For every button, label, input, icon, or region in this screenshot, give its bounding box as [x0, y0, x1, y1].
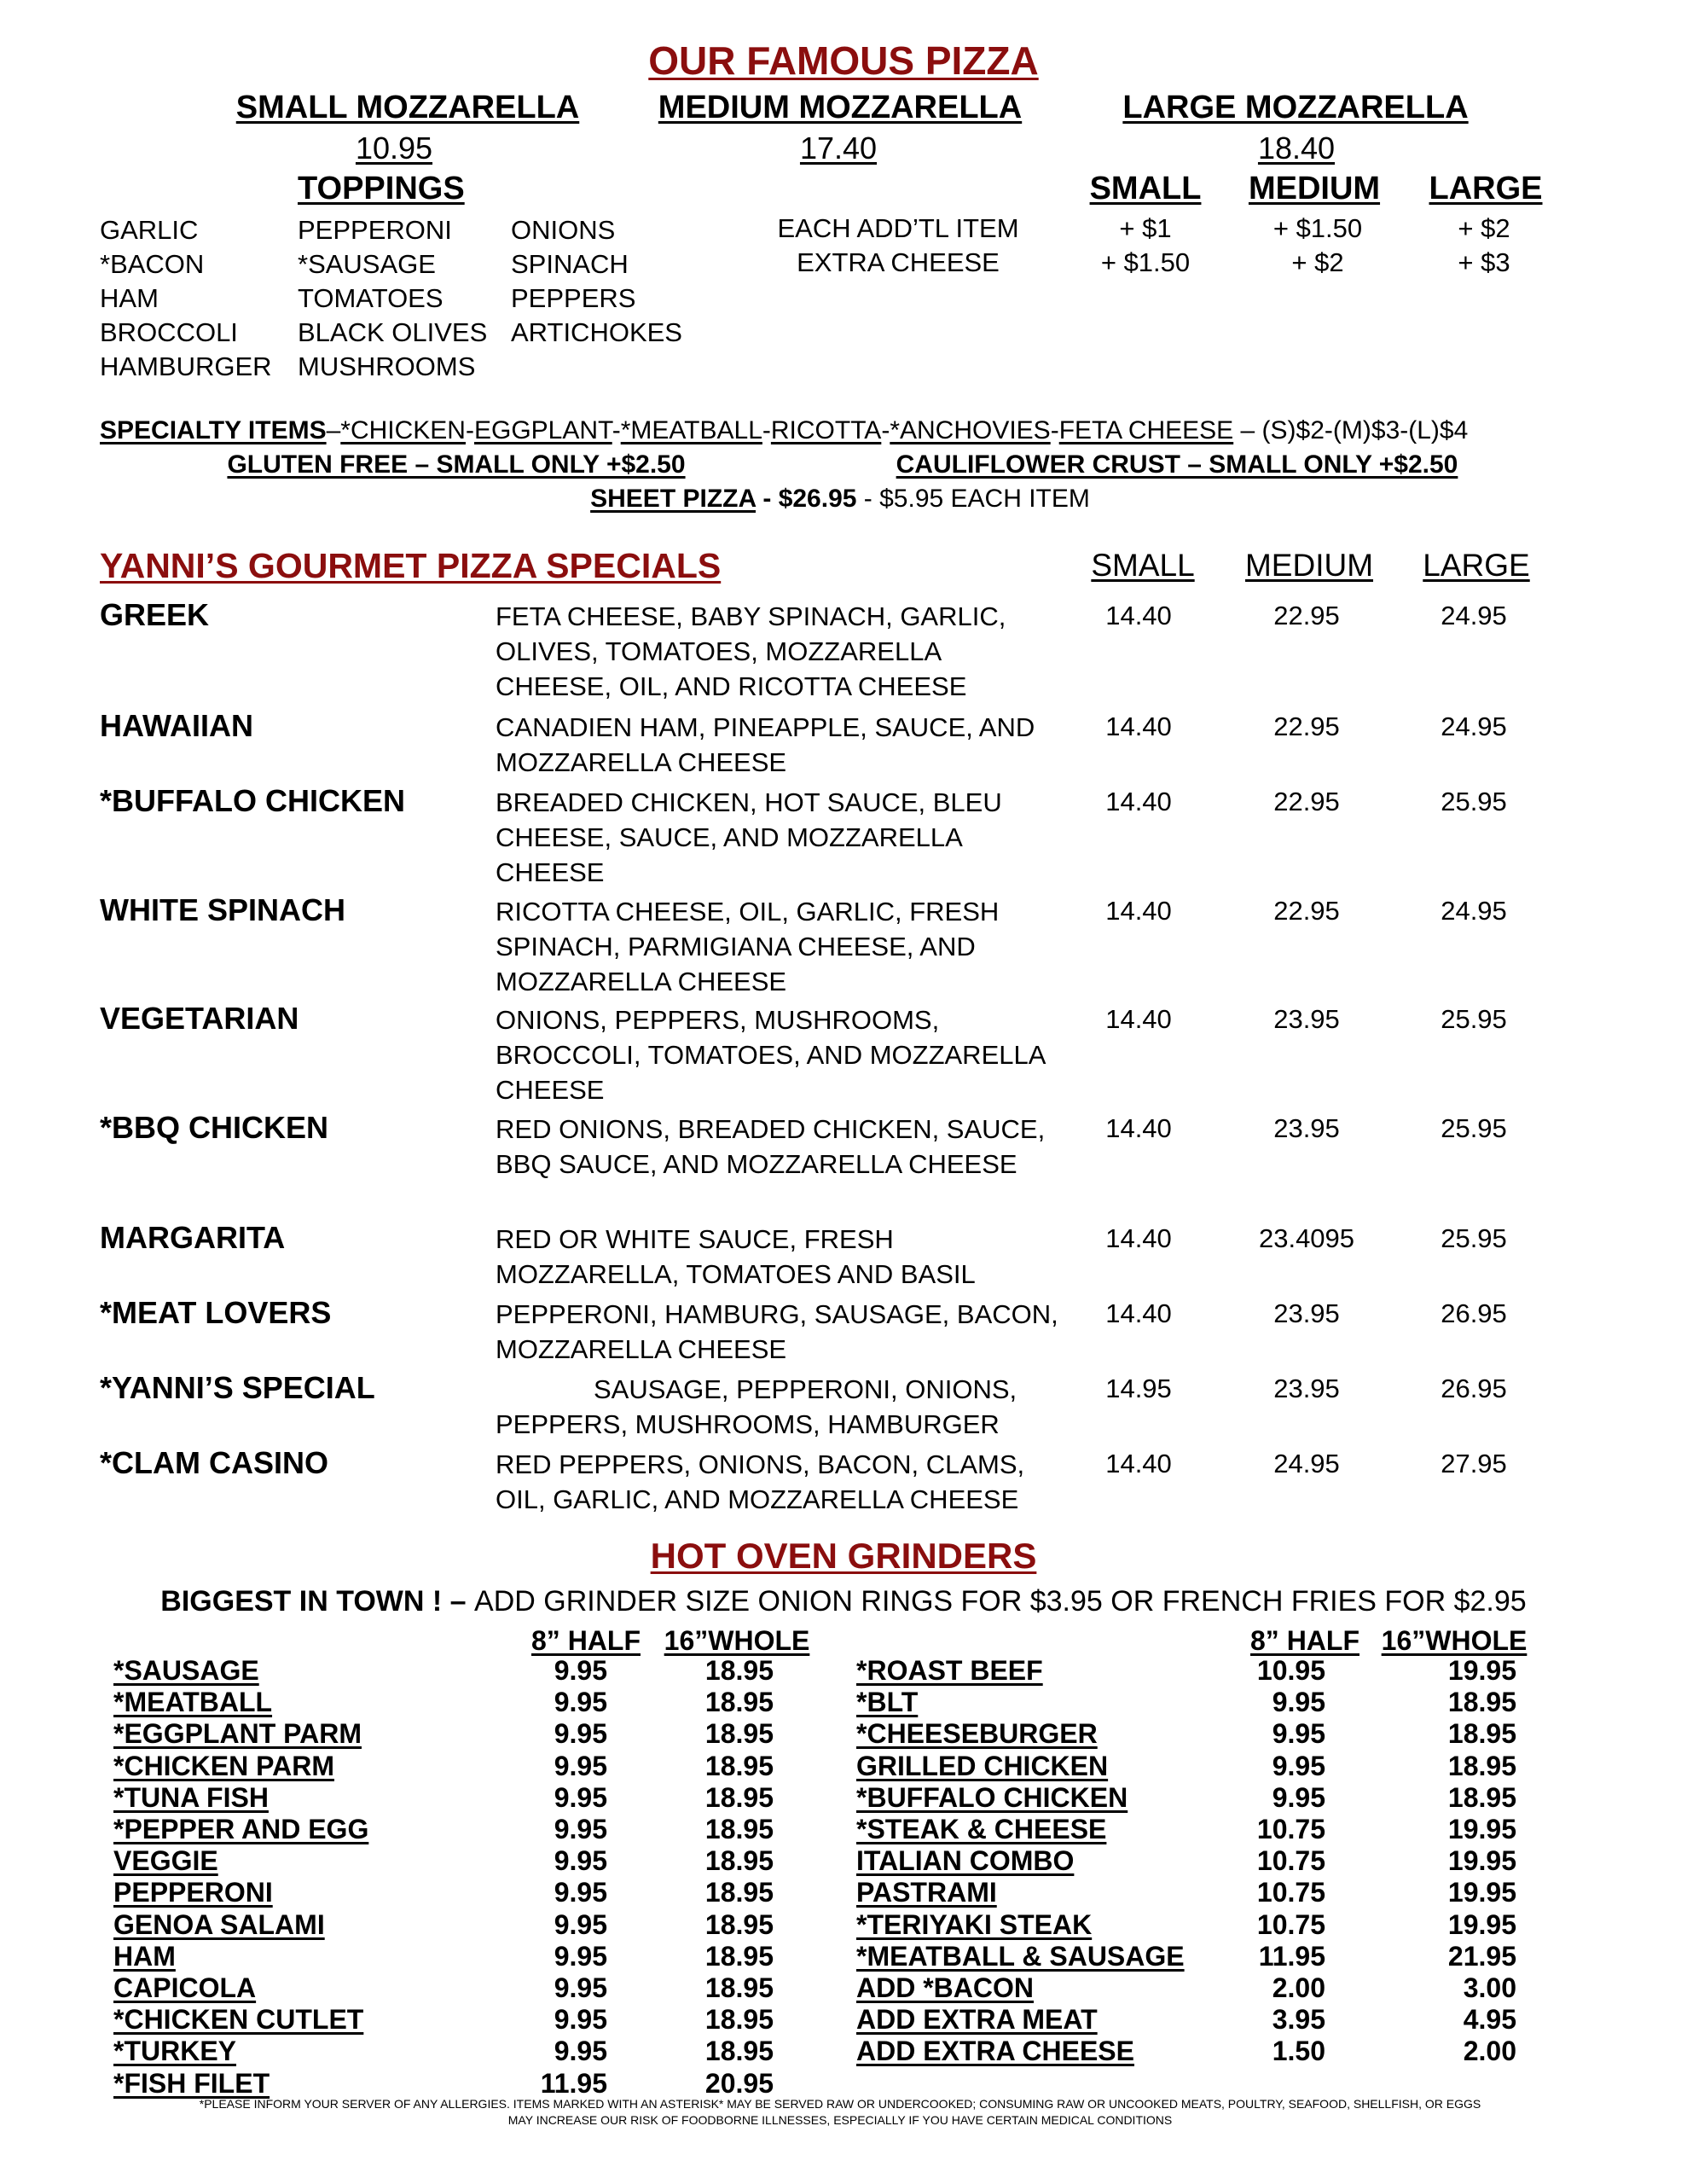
specialty-item: RICOTTA [770, 416, 882, 444]
gourmet-price-medium: 24.95 [1273, 1449, 1340, 1478]
grinder-item-name: ITALIAN COMBO [856, 1845, 1075, 1876]
extra-price: + $1 [1119, 213, 1172, 243]
grinder-price-whole: 18.95 [704, 1687, 774, 1717]
grinder-price-whole: 18.95 [704, 1782, 774, 1813]
grinder-price-whole: 18.95 [704, 1814, 774, 1844]
gourmet-title: YANNI’S GOURMET PIZZA SPECIALS [100, 546, 722, 585]
grinder-header-whole-left: 16”WHOLE [664, 1625, 810, 1656]
grinder-item-name: *STEAK & CHEESE [856, 1814, 1107, 1844]
grinder-price-whole: 4.95 [1463, 2004, 1516, 2035]
grinder-price-half: 3.95 [1272, 2004, 1325, 2035]
extra-price: + $2 [1291, 247, 1344, 277]
grinder-price-half: 11.95 [1258, 1941, 1325, 1972]
gourmet-price-medium: 23.95 [1273, 1298, 1340, 1328]
gourmet-header-small: SMALL [1091, 548, 1195, 583]
grinder-item-name: *CHEESEBURGER [856, 1718, 1098, 1749]
gourmet-price-large: 25.95 [1441, 787, 1507, 816]
grinder-price-half: 9.95 [1272, 1751, 1325, 1781]
grinder-price-half: 9.95 [554, 1941, 607, 1972]
grinder-price-half: 2.00 [1272, 1972, 1325, 2003]
specialty-item: *ANCHOVIES [890, 416, 1051, 444]
grinder-item-name: *SAUSAGE [113, 1655, 259, 1686]
topping-item: HAM [100, 283, 159, 313]
grinder-item-name: *CHICKEN CUTLET [113, 2004, 364, 2035]
grinder-item-name: *FISH FILET [113, 2068, 270, 2099]
specialty-prices: – (S)$2-(M)$3-(L)$4 [1233, 416, 1469, 444]
grinder-price-whole: 18.95 [704, 1909, 774, 1940]
gourmet-item-name: GREEK [100, 597, 210, 632]
toppings-column-2 [298, 213, 487, 384]
grinder-item-name: VEGGIE [113, 1845, 218, 1876]
gourmet-item-description: PEPPERONI, HAMBURG, SAUSAGE, BACON, MOZZARELLA CHEESE [496, 1299, 1058, 1364]
topping-item: ARTICHOKES [511, 317, 682, 347]
extras-header-small: SMALL [1089, 171, 1202, 206]
allergy-disclaimer-line-2: MAY INCREASE OUR RISK OF FOODBORNE ILLNESSES, ESPECIALLY IF YOU HAVE CERTAIN MEDICAL CONDITIONS [507, 2113, 1173, 2127]
gourmet-item-description: ONIONS, PEPPERS, MUSHROOMS, BROCCOLI, TOMATOES, AND MOZZARELLA CHEESE [496, 1005, 1045, 1105]
grinder-price-whole: 18.95 [704, 1972, 774, 2003]
grinder-price-whole: 18.95 [704, 1845, 774, 1876]
grinder-price-whole: 2.00 [1463, 2036, 1516, 2066]
size-label-small: SMALL MOZZARELLA [235, 90, 580, 125]
gourmet-price-small: 14.40 [1105, 1113, 1172, 1143]
grinder-price-whole: 19.95 [1447, 1909, 1516, 1940]
gourmet-price-small: 14.40 [1105, 1223, 1172, 1253]
size-label-medium: MEDIUM MOZZARELLA [658, 90, 1023, 125]
grinder-price-half: 9.95 [1272, 1782, 1325, 1813]
grinder-price-half: 9.95 [554, 1845, 607, 1876]
grinder-price-half: 10.75 [1256, 1877, 1325, 1908]
gourmet-price-small: 14.40 [1105, 1298, 1172, 1328]
extra-label-extra-cheese: EXTRA CHEESE [797, 247, 1000, 277]
grinder-price-whole: 19.95 [1447, 1877, 1516, 1908]
grinder-price-half: 9.95 [554, 2036, 607, 2066]
cauliflower-crust-note: CAULIFLOWER CRUST – SMALL ONLY +$2.50 [896, 450, 1458, 479]
gourmet-item-name: *CLAM CASINO [100, 1445, 328, 1480]
topping-item: *BACON [100, 249, 205, 279]
famous-pizza-title: OUR FAMOUS PIZZA [648, 38, 1039, 83]
grinder-item-name: PEPPERONI [113, 1877, 273, 1908]
gourmet-price-small: 14.40 [1105, 601, 1172, 630]
gourmet-price-medium: 23.95 [1273, 1004, 1340, 1034]
grinder-item-name: *CHICKEN PARM [113, 1751, 334, 1781]
gourmet-price-small: 14.40 [1105, 712, 1172, 741]
grinders-tagline-text: ADD GRINDER SIZE ONION RINGS FOR $3.95 OR FRENCH FRIES FOR $2.95 [474, 1585, 1527, 1618]
grinder-price-half: 9.95 [554, 1782, 607, 1813]
price-large-mozzarella: 18.40 [1257, 131, 1336, 166]
gourmet-price-medium: 23.95 [1273, 1374, 1340, 1403]
gourmet-item-description: RED ONIONS, BREADED CHICKEN, SAUCE, BBQ SAUCE, AND MOZZARELLA CHEESE [496, 1114, 1046, 1179]
gourmet-price-small: 14.40 [1105, 896, 1172, 926]
grinders-title: HOT OVEN GRINDERS [650, 1536, 1037, 1576]
gourmet-price-large: 24.95 [1441, 896, 1507, 926]
grinder-price-half: 9.95 [554, 1909, 607, 1940]
grinders-tagline-bold: BIGGEST IN TOWN ! – [160, 1585, 475, 1618]
specialty-item: *MEATBALL [620, 416, 762, 444]
allergy-disclaimer-line-1: *PLEASE INFORM YOUR SERVER OF ANY ALLERGIES. ITEMS MARKED WITH AN ASTERISK* MAY BE SERVED RAW OR UNDERCOOKED; CONSUMING RAW OR UNCOOKED MEATS, POULTRY, SEAFOOD, SHELLFISH, OR EGGS [199, 2097, 1481, 2111]
price-medium-mozzarella: 17.40 [799, 131, 878, 166]
gourmet-price-large: 27.95 [1441, 1449, 1507, 1478]
extra-price: + $3 [1458, 247, 1510, 277]
grinder-item-name: HAM [113, 1941, 176, 1972]
grinder-item-name: *TERIYAKI STEAK [856, 1909, 1093, 1940]
gourmet-item-name: *MEAT LOVERS [100, 1295, 332, 1330]
grinder-price-whole: 18.95 [704, 2036, 774, 2066]
grinders-tagline [160, 1585, 1526, 1618]
grinder-item-name: *EGGPLANT PARM [113, 1718, 362, 1749]
topping-item: TOMATOES [298, 283, 443, 313]
gourmet-item-description: FETA CHEESE, BABY SPINACH, GARLIC, OLIVES, TOMATOES, MOZZARELLA CHEESE, OIL, AND RICOTTA CHEESE [496, 601, 1006, 701]
grinder-price-whole: 19.95 [1447, 1814, 1516, 1844]
topping-item: GARLIC [100, 215, 199, 245]
grinder-price-half: 9.95 [554, 1972, 607, 2003]
grinder-item-name: ADD EXTRA CHEESE [856, 2036, 1134, 2066]
toppings-column-1 [100, 213, 272, 384]
gourmet-item-name: *BBQ CHICKEN [100, 1110, 329, 1145]
topping-item: *SAUSAGE [298, 249, 436, 279]
topping-item: PEPPERS [511, 283, 636, 313]
gourmet-price-large: 24.95 [1441, 601, 1507, 630]
gourmet-item-name: *YANNI’S SPECIAL [100, 1370, 375, 1405]
topping-item: BLACK OLIVES [298, 317, 488, 347]
topping-item: HAMBURGER [100, 351, 272, 381]
gourmet-item-name: WHITE SPINACH [100, 892, 345, 927]
sheet-pizza-label: SHEET PIZZA [590, 485, 757, 513]
gluten-free-note: GLUTEN FREE – SMALL ONLY +$2.50 [227, 450, 686, 479]
toppings-column-3 [511, 213, 682, 350]
gourmet-price-medium: 23.95 [1273, 1113, 1340, 1143]
gourmet-price-medium: 22.95 [1273, 601, 1340, 630]
grinder-price-whole: 18.95 [704, 1751, 774, 1781]
gourmet-price-large: 26.95 [1441, 1374, 1507, 1403]
specialty-sep: – [326, 416, 341, 444]
grinder-price-whole: 18.95 [704, 2004, 774, 2035]
grinder-price-whole: 18.95 [704, 1877, 774, 1908]
grinder-item-name: *ROAST BEEF [856, 1655, 1043, 1686]
sheet-pizza-extra: - $5.95 EACH ITEM [856, 485, 1090, 513]
topping-item: BROCCOLI [100, 317, 238, 347]
grinder-price-half: 9.95 [1272, 1687, 1325, 1717]
topping-item: SPINACH [511, 249, 629, 279]
gourmet-price-medium: 23.4095 [1258, 1223, 1355, 1253]
gourmet-price-large: 24.95 [1441, 712, 1507, 741]
extras-header-large: LARGE [1429, 171, 1543, 206]
grinder-header-half-right: 8” HALF [1250, 1625, 1359, 1656]
gourmet-price-large: 25.95 [1441, 1004, 1507, 1034]
grinder-price-half: 9.95 [554, 1655, 607, 1686]
grinder-price-half: 9.95 [554, 1687, 607, 1717]
topping-item: MUSHROOMS [298, 351, 476, 381]
gourmet-header-medium: MEDIUM [1244, 548, 1374, 583]
topping-item: ONIONS [511, 215, 616, 245]
grinder-price-half: 9.95 [554, 1814, 607, 1844]
gourmet-item-description: RICOTTA CHEESE, OIL, GARLIC, FRESH SPINACH, PARMIGIANA CHEESE, AND MOZZARELLA CHEESE [496, 897, 1000, 996]
grinder-price-half: 9.95 [1272, 1718, 1325, 1749]
grinder-price-whole: 19.95 [1447, 1655, 1516, 1686]
specialty-label: SPECIALTY ITEMS [100, 416, 327, 444]
gourmet-item-name: MARGARITA [100, 1220, 286, 1255]
specialty-item: FETA CHEESE [1058, 416, 1234, 444]
sheet-pizza-price: - $26.95 [756, 485, 857, 513]
extra-price: + $2 [1458, 213, 1510, 243]
toppings-heading: TOPPINGS [298, 171, 465, 206]
grinder-item-name: PASTRAMI [856, 1877, 997, 1908]
gourmet-item-name: VEGETARIAN [100, 1001, 299, 1036]
grinder-price-half: 10.75 [1256, 1814, 1325, 1844]
specialty-item: EGGPLANT [473, 416, 612, 444]
grinder-price-whole: 18.95 [1447, 1687, 1516, 1717]
gourmet-price-large: 25.95 [1441, 1113, 1507, 1143]
gourmet-price-medium: 22.95 [1273, 896, 1340, 926]
extra-price: + $1.50 [1272, 213, 1363, 243]
specialty-item: *CHICKEN [340, 416, 466, 444]
grinder-item-name: CAPICOLA [113, 1972, 257, 2003]
grinder-price-whole: 18.95 [1447, 1782, 1516, 1813]
grinder-price-whole: 18.95 [1447, 1718, 1516, 1749]
gourmet-item-description: BREADED CHICKEN, HOT SAUCE, BLEU CHEESE, SAUCE, AND MOZZARELLA CHEESE [496, 787, 1002, 887]
grinder-price-whole: 20.95 [704, 2068, 774, 2099]
extras-header-medium: MEDIUM [1248, 171, 1381, 206]
grinder-price-half: 9.95 [554, 1718, 607, 1749]
gourmet-item-name: *BUFFALO CHICKEN [100, 783, 405, 818]
gourmet-price-small: 14.40 [1105, 1449, 1172, 1478]
gourmet-price-medium: 22.95 [1273, 712, 1340, 741]
grinder-item-name: *BLT [856, 1687, 919, 1717]
gourmet-price-small: 14.95 [1105, 1374, 1172, 1403]
gourmet-price-medium: 22.95 [1273, 787, 1340, 816]
grinder-item-name: ADD *BACON [856, 1972, 1034, 2003]
gourmet-price-large: 25.95 [1441, 1223, 1507, 1253]
price-small-mozzarella: 10.95 [355, 131, 433, 166]
grinder-price-whole: 19.95 [1447, 1845, 1516, 1876]
topping-item: PEPPERONI [298, 215, 452, 245]
gourmet-price-large: 26.95 [1441, 1298, 1507, 1328]
grinder-item-name: GRILLED CHICKEN [856, 1751, 1109, 1781]
grinder-item-name: GENOA SALAMI [113, 1909, 325, 1940]
grinder-price-half: 10.75 [1256, 1909, 1325, 1940]
gourmet-item-description: SAUSAGE, PEPPERONI, ONIONS, PEPPERS, MUSHROOMS, HAMBURGER [496, 1374, 1017, 1439]
sheet-pizza-line [590, 485, 1090, 514]
gourmet-item-name: HAWAIIAN [100, 708, 253, 743]
grinder-price-whole: 18.95 [1447, 1751, 1516, 1781]
grinder-price-whole: 18.95 [704, 1718, 774, 1749]
specialty-items-line: SPECIALTY ITEMS–*CHICKEN-EGGPLANT-*MEATBALL-RICOTTA-*ANCHOVIES-FETA CHEESE – (S)$2-(M)$3-(L)$4 [100, 416, 1469, 444]
gourmet-item-description: CANADIEN HAM, PINEAPPLE, SAUCE, AND MOZZARELLA CHEESE [496, 712, 1035, 777]
grinder-price-half: 11.95 [540, 2068, 607, 2099]
grinder-price-half: 1.50 [1272, 2036, 1325, 2066]
grinder-item-name: *PEPPER AND EGG [113, 1814, 369, 1844]
grinder-item-name: *BUFFALO CHICKEN [856, 1782, 1128, 1813]
grinder-item-name: *MEATBALL & SAUSAGE [856, 1941, 1185, 1972]
gourmet-item-description: RED OR WHITE SAUCE, FRESH MOZZARELLA, TOMATOES AND BASIL [496, 1224, 976, 1289]
grinder-price-whole: 18.95 [704, 1941, 774, 1972]
grinder-header-whole-right: 16”WHOLE [1381, 1625, 1528, 1656]
grinder-price-half: 9.95 [554, 2004, 607, 2035]
grinder-price-whole: 21.95 [1447, 1941, 1516, 1972]
grinder-price-half: 9.95 [554, 1877, 607, 1908]
grinder-item-name: *MEATBALL [113, 1687, 273, 1717]
grinder-price-half: 9.95 [554, 1751, 607, 1781]
gourmet-price-small: 14.40 [1105, 787, 1172, 816]
grinder-header-half-left: 8” HALF [531, 1625, 641, 1656]
grinder-price-whole: 18.95 [704, 1655, 774, 1686]
grinder-item-name: ADD EXTRA MEAT [856, 2004, 1098, 2035]
grinder-item-name: *TURKEY [113, 2036, 237, 2066]
extra-label-addtl-item: EACH ADD’TL ITEM [777, 213, 1019, 243]
extra-price: + $1.50 [1100, 247, 1191, 277]
grinder-price-half: 10.75 [1256, 1845, 1325, 1876]
gourmet-item-description: RED PEPPERS, ONIONS, BACON, CLAMS, OIL, GARLIC, AND MOZZARELLA CHEESE [496, 1449, 1025, 1514]
gourmet-header-large: LARGE [1423, 548, 1530, 583]
gourmet-price-small: 14.40 [1105, 1004, 1172, 1034]
grinder-item-name: *TUNA FISH [113, 1782, 269, 1813]
grinder-price-half: 10.95 [1256, 1655, 1325, 1686]
grinder-price-whole: 3.00 [1463, 1972, 1516, 2003]
size-label-large: LARGE MOZZARELLA [1122, 90, 1469, 125]
